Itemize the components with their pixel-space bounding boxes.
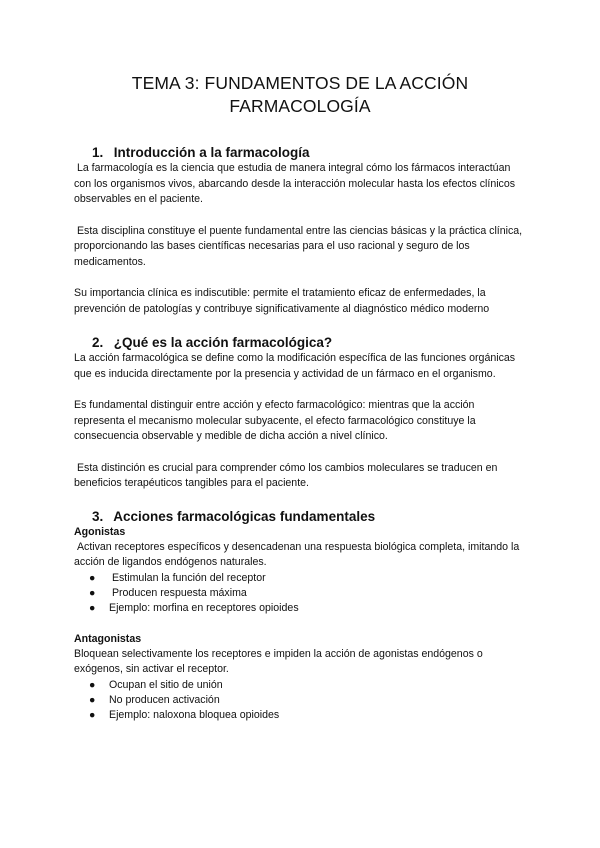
bullet-icon: ● [89,586,96,599]
subheading-antagonistas: Antagonistas [74,632,142,645]
list-item-text: Estimulan la función del receptor [109,571,266,584]
subheading-agonistas: Agonistas [74,525,126,538]
section-heading-accion-farmacologica [74,334,526,351]
paragraph: Bloquean selectivamente los receptores e impiden la acción de agonistas endógenos o exógenos, sin activar el receptor. [74,647,483,675]
list-item [89,571,526,586]
section-heading-introduccion [74,144,526,161]
section-title: Acciones farmacológicas fundamentales [113,508,376,524]
list-item-text: No producen activación [109,693,220,706]
bullet-icon: ● [89,571,96,584]
list-item [89,601,526,616]
list-item [89,693,526,708]
bullet-icon: ● [89,708,96,721]
paragraph: Esta disciplina constituye el puente fundamental entre las ciencias básicas y la práctica clínica, proporcionando las bases científicas necesarias para el uso racional y seguro de los medicamentos. [74,224,526,268]
section-number: 2. [92,335,104,350]
paragraph: Esta distinción es crucial para comprender cómo los cambios moleculares se traducen en beneficios terapéuticos tangibles para el paciente. [74,461,501,489]
document-title [74,72,526,118]
list-item [89,708,526,723]
list-item [89,678,526,693]
bullet-list-agonistas [74,571,526,616]
list-item-text: Ejemplo: naloxona bloquea opioides [109,708,280,721]
paragraph: Es fundamental distinguir entre acción y efecto farmacológico: mientras que la acción representa el mecanismo molecular subyacente, el efecto farmacológico constituye la consecuencia observable y medible de dicha acción a nivel clínico. [74,399,476,442]
section-title: ¿Qué es la acción farmacológica? [113,335,333,350]
bullet-icon: ● [89,601,96,614]
section-number: 1. [92,145,104,160]
document-title-line-1: TEMA 3: FUNDAMENTOS DE LA ACCIÓN [131,73,469,93]
list-item-text: Ejemplo: morfina en receptores opioides [109,601,299,614]
list-item-text: Producen respuesta máxima [109,586,247,599]
list-item [89,586,526,601]
list-item-text: Ocupan el sitio de unión [109,678,223,691]
section-title: Introducción a la farmacología [113,145,310,160]
bullet-icon: ● [89,693,96,706]
bullet-list-antagonistas [74,678,526,723]
paragraph: La farmacología es la ciencia que estudia de manera integral cómo los fármacos interactúan con los organismos vivos, abarcando desde la interacción molecular hasta los efectos clínicos observables en el paciente. [74,162,519,205]
paragraph: La acción farmacológica se define como la modificación específica de las funciones orgánicas que es inducida directamente por la presencia y actividad de un fármaco en el organismo. [74,352,516,380]
bullet-icon: ● [89,678,96,691]
paragraph: Su importancia clínica es indiscutible: permite el tratamiento eficaz de enfermedades, la prevención de patologías y contribuye significativamente al diagnóstico médico moderno [74,287,490,315]
paragraph: Activan receptores específicos y desencadenan una respuesta biológica completa, imitando la acción de ligandos endógenos naturales. [74,540,523,568]
document-title-line-2: FARMACOLOGÍA [229,96,371,116]
section-heading-acciones-fundamentales [74,508,526,525]
section-number: 3. [92,508,104,524]
